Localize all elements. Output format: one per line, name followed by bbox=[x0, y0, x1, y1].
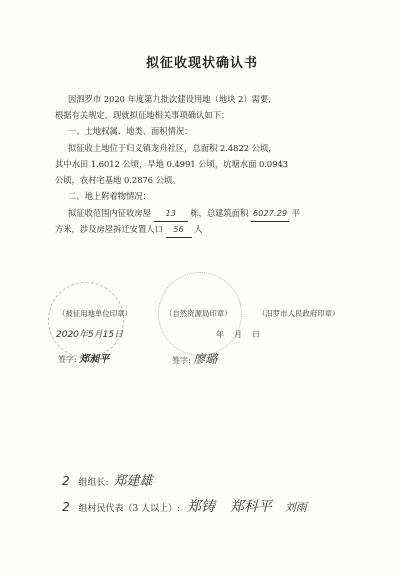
mid-sign-row bbox=[172, 350, 217, 367]
section2-text-b: 栋，总建筑面积 bbox=[190, 208, 249, 218]
mid-seal-label: （自然资源局印章） bbox=[165, 309, 232, 318]
rep-signature-3: 刘雨 bbox=[284, 501, 307, 514]
section1-line-1: 拟征收土地位于归义镇龙舟社区，总面积 2.4822 公顷， bbox=[68, 143, 277, 153]
section1-heading: 一、土地权属、地类、面积情况： bbox=[68, 126, 193, 136]
left-date: 2020年5月15日 bbox=[56, 330, 124, 340]
left-seal-label: （被征用地单位印章） bbox=[58, 309, 132, 318]
right-seal-label: （汨罗市人民政府印章） bbox=[258, 309, 340, 318]
leader-label: 组组长: bbox=[78, 478, 109, 488]
mid-sign-label: 签字: bbox=[172, 356, 191, 365]
leader-group-number: 2 bbox=[62, 474, 70, 488]
left-seal-stamp bbox=[48, 282, 124, 358]
intro-line-2: 根据有关规定，现就拟征地相关事项确认如下： bbox=[55, 110, 230, 120]
left-sign-row bbox=[58, 350, 109, 365]
rep-signature-1: 郑铸 bbox=[187, 499, 216, 515]
intro-line-1: 因泗罗市 2020 年度第九批次建设用地（地块 2）需要, bbox=[68, 94, 271, 104]
left-signature: 郑昶平 bbox=[79, 354, 110, 365]
rep-group-number: 2 bbox=[62, 500, 70, 514]
section2-heading: 二、地上附着物情况： bbox=[68, 191, 151, 201]
leader-row bbox=[62, 470, 152, 489]
mid-date bbox=[198, 329, 260, 340]
houses-count: 13 bbox=[154, 205, 188, 222]
rep-row bbox=[62, 496, 307, 516]
rep-signature-2: 郑科平 bbox=[229, 499, 272, 515]
left-sign-label: 签字: bbox=[58, 355, 77, 364]
section2-text-d: 方米，涉及房屋拆迁安置人口 bbox=[55, 224, 163, 234]
section2-text-e: 人 bbox=[194, 224, 203, 234]
section1-line-2: 其中水田 1.6012 公顷，旱地 0.4991 公顷，坑塘水面 0.0943 bbox=[55, 159, 289, 169]
mid-signature: 廖璐 bbox=[193, 352, 218, 366]
mid-date-day: 日 bbox=[252, 330, 260, 339]
section1-line-3: 公顷，农村宅基地 0.2876 公顷。 bbox=[55, 175, 181, 185]
section2-line-2 bbox=[55, 221, 355, 238]
leader-signature: 郑建雄 bbox=[113, 474, 153, 489]
section2-line-1 bbox=[68, 205, 368, 222]
document-title: 拟征收现状确认书 bbox=[145, 56, 258, 71]
people-count: 56 bbox=[166, 221, 192, 238]
section2-text-c: 平 bbox=[291, 208, 300, 218]
section2-text-a: 拟征收范围内征收房屋 bbox=[68, 208, 151, 218]
building-area: 6027.29 bbox=[251, 205, 289, 222]
rep-label: 组村民代表（3 人以上）: bbox=[78, 504, 181, 514]
mid-date-month: 月 bbox=[234, 330, 242, 339]
mid-date-year: 年 bbox=[216, 330, 224, 339]
